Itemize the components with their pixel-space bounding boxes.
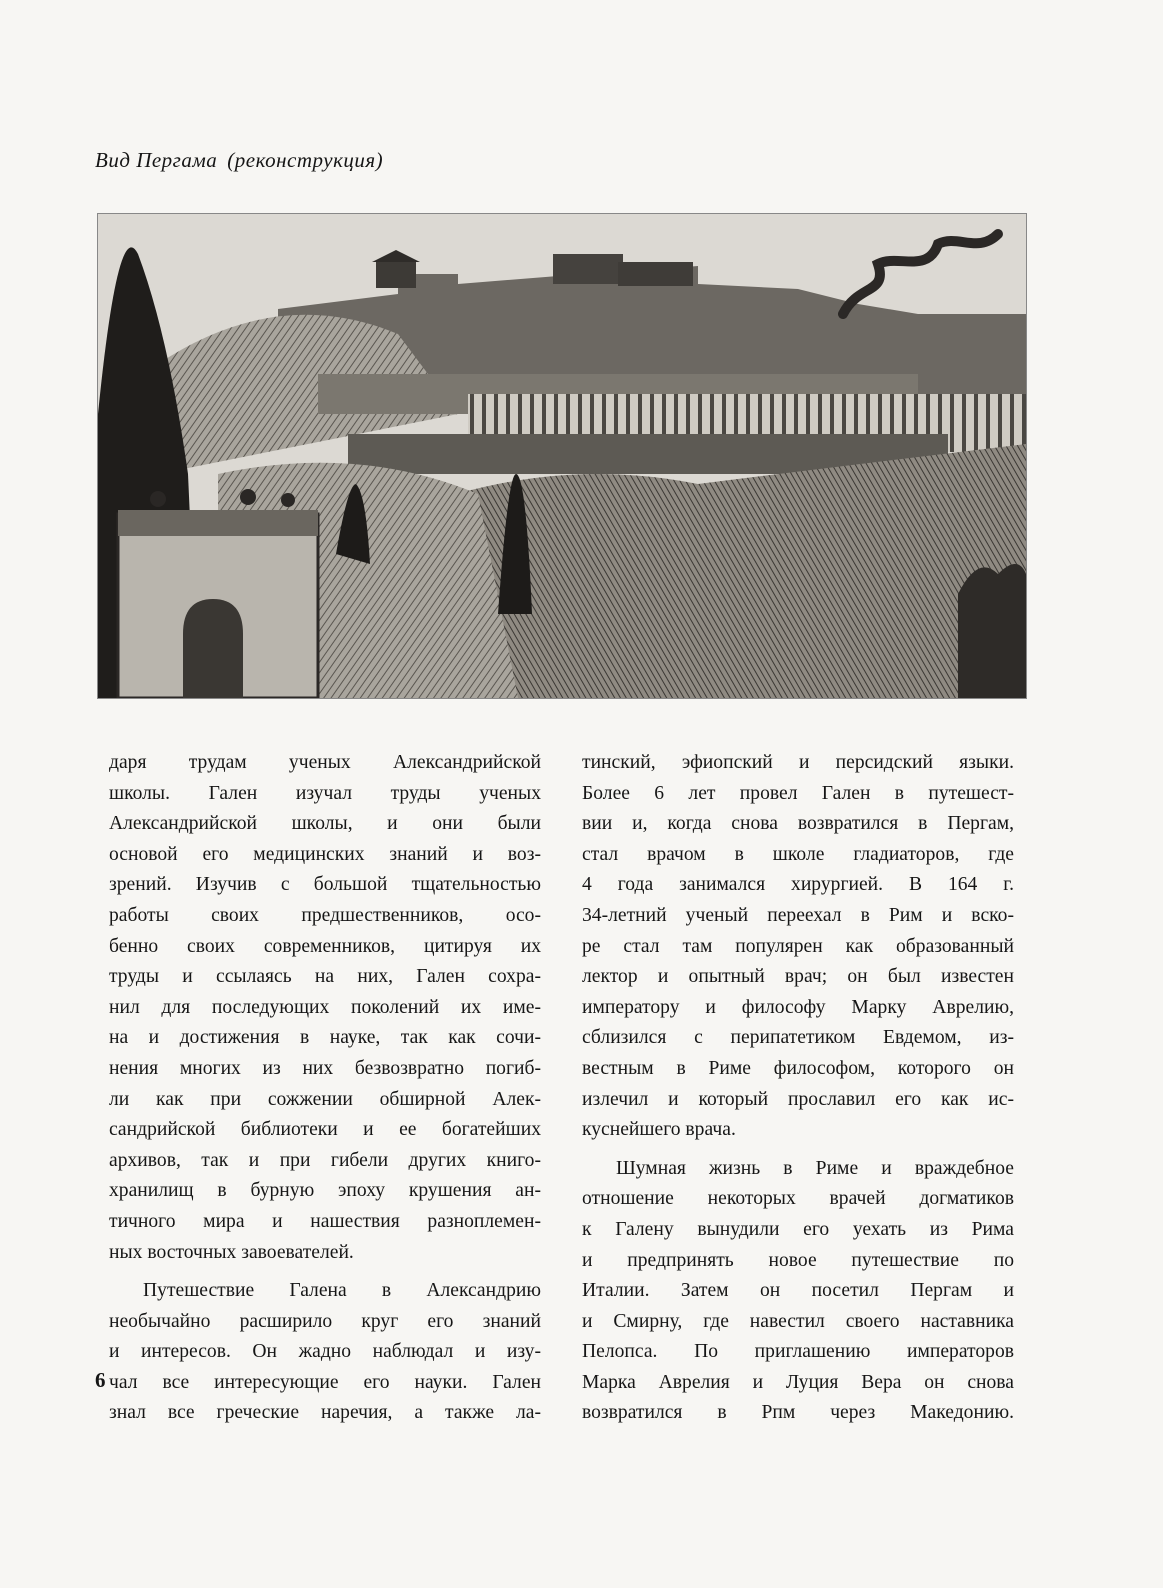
temple-top [376,262,416,288]
figure-on-arch-3 [281,493,295,507]
pergamon-engraving [98,214,1026,698]
text-line: 4 года занимался хирургией. В 164 г. [582,874,1014,896]
text-line: отношение некоторых врачей догматиков [582,1188,1014,1210]
text-line: тинский, эфиопский и персидский языки. [582,752,1014,773]
figure-caption [95,148,383,173]
right-column [582,748,1014,1429]
text-line: лектор и опытный врач; он был известен [582,966,1014,988]
text-line: знал все греческие наречия, а также ла- [109,1402,541,1424]
text-line: Более 6 лет провел Гален в путешест- [582,782,1014,804]
text-line: Александрийской школы, и они были [109,813,541,835]
text-line: на и достижения в науке, так как сочи- [109,1027,541,1049]
text-line: необычайно расширило круг его знаний [109,1310,541,1332]
text-line: императору и философу Марку Аврелию, [582,996,1014,1018]
text-line: сблизился с перипатетиком Евдемом, из- [582,1027,1014,1049]
text-line: даря трудам ученых Александрийской [109,752,541,773]
left-paragraph-2 [109,1276,541,1429]
caption-parenthetical: (реконструкция) [227,148,384,172]
palace-block [553,254,623,284]
text-line: возвратился в Рпм через Македонию. [582,1402,1014,1424]
text-line: хранилищ в бурную эпоху крушения ан- [109,1180,541,1202]
right-paragraph-1 [582,748,1014,1146]
arch-opening [183,599,243,698]
text-line: к Галену вынудили его уехать из Рима [582,1218,1014,1240]
text-line: ли как при сожжении обширной Алек- [109,1088,541,1110]
text-line: стал врачом в школе гладиаторов, где [582,843,1014,865]
figure-on-arch-2 [240,489,256,505]
text-line: школы. Гален изучал труды ученых [109,782,541,804]
page-number: 6 [95,1368,106,1392]
text-line: Путешествие Галена в Александрию [143,1280,541,1302]
text-line: ных восточных завоевателей. [109,1241,354,1263]
palace-block-2 [618,262,693,286]
text-line: куснейшего врача. [582,1119,736,1141]
text-line: ре стал там популярен как образованный [582,935,1014,957]
left-paragraph-1 [109,748,541,1268]
text-line: основой его медицинских знаний и воз- [109,843,541,865]
left-column [109,748,541,1429]
text-line: Италии. Затем он посетил Пергам и [582,1280,1014,1302]
text-line: и интересов. Он жадно наблюдал и изу- [109,1341,541,1363]
text-line: чал все интересующие его науки. Гален [109,1371,541,1393]
text-line: архивов, так и при гибели других книго- [109,1149,541,1171]
trees-right [958,564,1026,698]
text-line: 34-летний ученый переехал в Рим и вско- [582,904,1014,926]
text-line: Марка Аврелия и Луция Вера он снова [582,1371,1014,1393]
text-line: нения многих из них безвозвратно погиб- [109,1057,541,1079]
text-line: сандрийской библиотеки и ее богатейших [109,1119,541,1141]
figure-on-arch-1 [150,491,166,507]
text-line: излечил и который прославил его как ис- [582,1088,1014,1110]
text-line: вестным в Риме философом, которого он [582,1057,1014,1079]
caption-title: Вид Пергама [95,148,218,172]
text-line: вии и, когда снова возвратился в Пергам, [582,813,1014,835]
text-line: труды и ссылаясь на них, Гален сохра- [109,966,541,988]
arch-attic [118,510,318,536]
text-line: бенно своих современников, цитируя их [109,935,541,957]
text-line: зрений. Изучив с большой тщательностью [109,874,541,896]
text-line: тичного мира и нашествия разноплемен- [109,1210,541,1232]
text-line: Шумная жизнь в Риме и враждебное [616,1157,1014,1179]
text-line: и Смирну, где навестил своего наставника [582,1310,1014,1332]
right-paragraph-2 [582,1154,1014,1429]
pergamon-illustration [97,213,1027,699]
text-line: Пелопса. По приглашению императоров [582,1341,1014,1363]
text-line: и предпринять новое путешествие по [582,1249,1014,1271]
text-line: нил для последующих поколений их име- [109,996,541,1018]
text-line: работы своих предшественников, осо- [109,904,541,926]
